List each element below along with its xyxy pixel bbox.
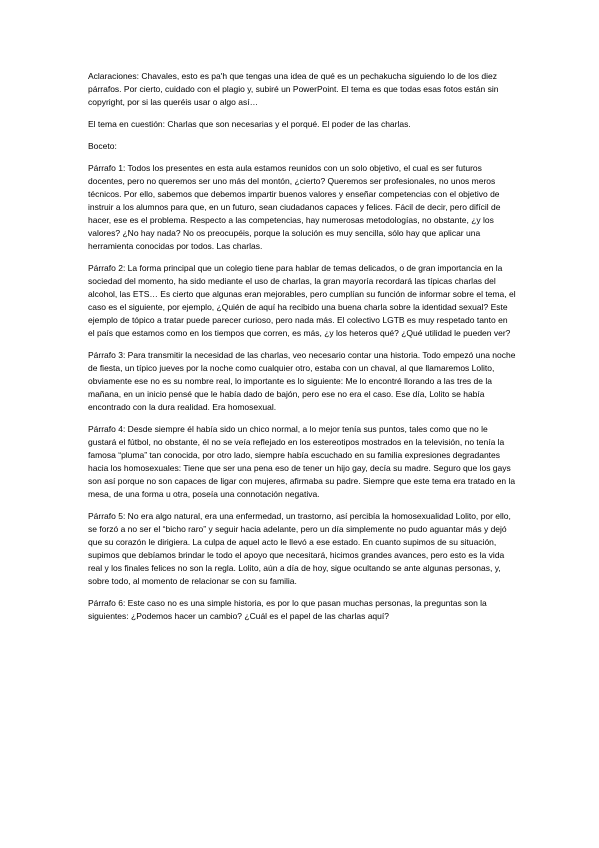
paragraph-2: Párrafo 2: La forma principal que un colegio tiene para hablar de temas delicados, o de gran importancia en la sociedad del momento, ha sido mediante el uso de charlas, la gran mayoría recordará las típicas charlas del alcohol, las ETS… Es cierto que algunas eran mejorables, pero cumplían su función de informar sobre el tema, el caso es el siguiente, por ejemplo, ¿Quién de aquí ha recibido una buena charla sobre la identidad sexual? Este ejemplo de tópico a tratar puede parecer curioso, pero nada más. El colectivo LGTB es muy respetado tanto en el país que estamos como en los tiempos que corren, es más, ¿y los heteros qué? ¿Qué utilidad le pueden ver? <box>88 263 516 338</box>
paragraph-1: Párrafo 1: Todos los presentes en esta aula estamos reunidos con un solo objetivo, el cual es ser futuros docentes, pero no queremos ser uno más del montón, ¿cierto? Queremos ser profesionales, no unos meros técnicos. Por ello, sabemos que debemos impartir buenos valores y enseñar competencias con el objetivo de instruir a los alumnos para que, en un futuro, sean ciudadanos capaces y felices. Fácil de decir, pero difícil de hacer, ese es el problema. Respecto a las competencias, hay numerosas metodologías, no obstante, ¿y los valores? ¿No hay nada? No os preocupéis, porque la solución es muy sencilla, sólo hay que aplicar una herramienta conocidas por todos. Las charlas. <box>88 163 501 251</box>
topic-paragraph: El tema en cuestión: Charlas que son necesarias y el porqué. El poder de las charlas. <box>88 119 411 129</box>
paragraph-3: Párrafo 3: Para transmitir la necesidad de las charlas, veo necesario contar una historia. Todo empezó una noche de fiesta, un típico jueves por la noche como cualquier otro, estaba con un chaval, al que llamaremos Lolito, obviamente ese no es su nombre real, lo importante es lo siguiente: Me lo encontré llorando a las tres de la mañana, en un inicio pensé que le había dado de bajón, pero ese no era el caso. Ese día, Lolito se había encontrado con la dura realidad. Era homosexual. <box>88 350 516 412</box>
paragraph-6: Párrafo 6: Este caso no es una simple historia, es por lo que pasan muchas personas, la preguntas son la siguientes: ¿Podemos hacer un cambio? ¿Cuál es el papel de las charlas aquí? <box>88 598 487 621</box>
document-page <box>88 70 516 632</box>
draft-heading: Boceto: <box>88 141 117 151</box>
paragraph-5: Párrafo 5: No era algo natural, era una enfermedad, un trastorno, así percibía la homosexualidad Lolito, por ello, se forzó a no ser el “bicho raro” y seguir hacia adelante, pero un día simplemente no pudo aguantar más y dejó que su corazón le dirigiera. La culpa de aquel acto le llevó a ese estado. En cuanto supimos de su situación, supimos que debíamos brindar le todo el apoyo que necesitará, hicimos grandes avances, pero esto es la vida real y los finales felices no son la regla. Lolito, aún a día de hoy, sigue ocultando se ante algunas personas, y, sobre todo, al momento de relacionar se con su familia. <box>88 511 511 586</box>
paragraph-4: Párrafo 4: Desde siempre él había sido un chico normal, a lo mejor tenía sus puntos, tales como que no le gustará el fútbol, no obstante, él no se veía reflejado en los estereotipos mostrados en la televisión, no tenía la famosa “pluma” tan conocida, por otro lado, siempre había escuchado en su familia expresiones degradantes hacia los homosexuales: Tiene que ser una pena eso de tener un hijo gay, decía su madre. Seguro que los gays son así porque no son capaces de ligar con mujeres, afirmaba su padre. Siempre que este tema era tratado en la mesa, de una forma u otra, poseía una connotación negativa. <box>88 424 516 499</box>
clarifications-paragraph: Aclaraciones: Chavales, esto es pa'h que tengas una idea de qué es un pechakucha siguiendo lo de los diez párrafos. Por cierto, cuidado con el plagio y, subiré un PowerPoint. El tema es que todas esas fotos están sin copyright, por si las queréis usar o algo así… <box>88 71 499 107</box>
